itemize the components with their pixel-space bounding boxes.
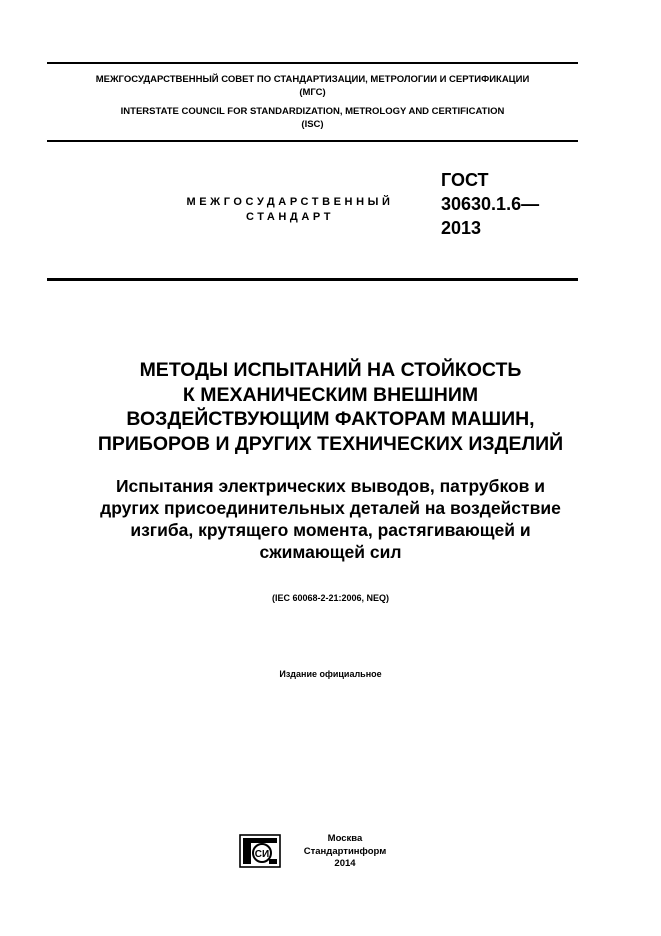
council-ru-abbr: (МГС) xyxy=(299,87,326,98)
standard-type-line1: МЕЖГОСУДАРСТВЕННЫЙ xyxy=(186,196,394,208)
document-title xyxy=(20,358,641,456)
gost-year: 2013 xyxy=(441,218,482,238)
council-ru-block xyxy=(47,73,578,99)
document-subtitle xyxy=(20,475,641,563)
council-en-abbr: (ISC) xyxy=(301,119,324,130)
header-rule xyxy=(47,140,578,142)
subtitle-line: других присоединительных деталей на воздействие xyxy=(100,498,561,518)
publisher-name: Стандартинформ xyxy=(303,845,387,857)
title-line: ВОЗДЕЙСТВУЮЩИМ ФАКТОРАМ МАШИН, xyxy=(126,408,535,430)
iec-reference: (IEC 60068-2-21:2006, NEQ) xyxy=(271,593,390,603)
gost-designation xyxy=(441,168,539,240)
council-en-name: INTERSTATE COUNCIL FOR STANDARDIZATION, METROLOGY AND CERTIFICATION xyxy=(120,106,505,117)
top-rule xyxy=(47,62,578,64)
logo-text: СИ xyxy=(254,849,270,860)
publisher-block xyxy=(290,833,400,871)
gost-number: 30630.1.6— xyxy=(441,194,540,214)
subtitle-line: изгиба, крутящего момента, растягивающей и xyxy=(130,520,531,540)
title-rule xyxy=(47,278,578,281)
edition-label: Издание официальное xyxy=(279,669,382,679)
subtitle-line: сжимающей сил xyxy=(259,542,402,562)
council-en-block xyxy=(47,105,578,131)
publisher-city: Москва xyxy=(327,833,363,844)
standard-type xyxy=(160,195,420,225)
publisher-year: 2014 xyxy=(334,858,356,869)
title-line: МЕТОДЫ ИСПЫТАНИЙ НА СТОЙКОСТЬ xyxy=(139,359,522,381)
title-line: К МЕХАНИЧЕСКИМ ВНЕШНИМ xyxy=(182,383,479,406)
standard-type-line2: СТАНДАРТ xyxy=(245,211,335,223)
standartinform-logo-icon xyxy=(239,834,281,868)
title-line: ПРИБОРОВ И ДРУГИХ ТЕХНИЧЕСКИХ ИЗДЕЛИЙ xyxy=(97,432,564,455)
subtitle-line: Испытания электрических выводов, патрубков и xyxy=(115,476,546,496)
gost-label: ГОСТ xyxy=(441,170,489,190)
council-ru-name: МЕЖГОСУДАРСТВЕННЫЙ СОВЕТ ПО СТАНДАРТИЗАЦИИ, МЕТРОЛОГИИ И СЕРТИФИКАЦИИ xyxy=(95,74,530,85)
